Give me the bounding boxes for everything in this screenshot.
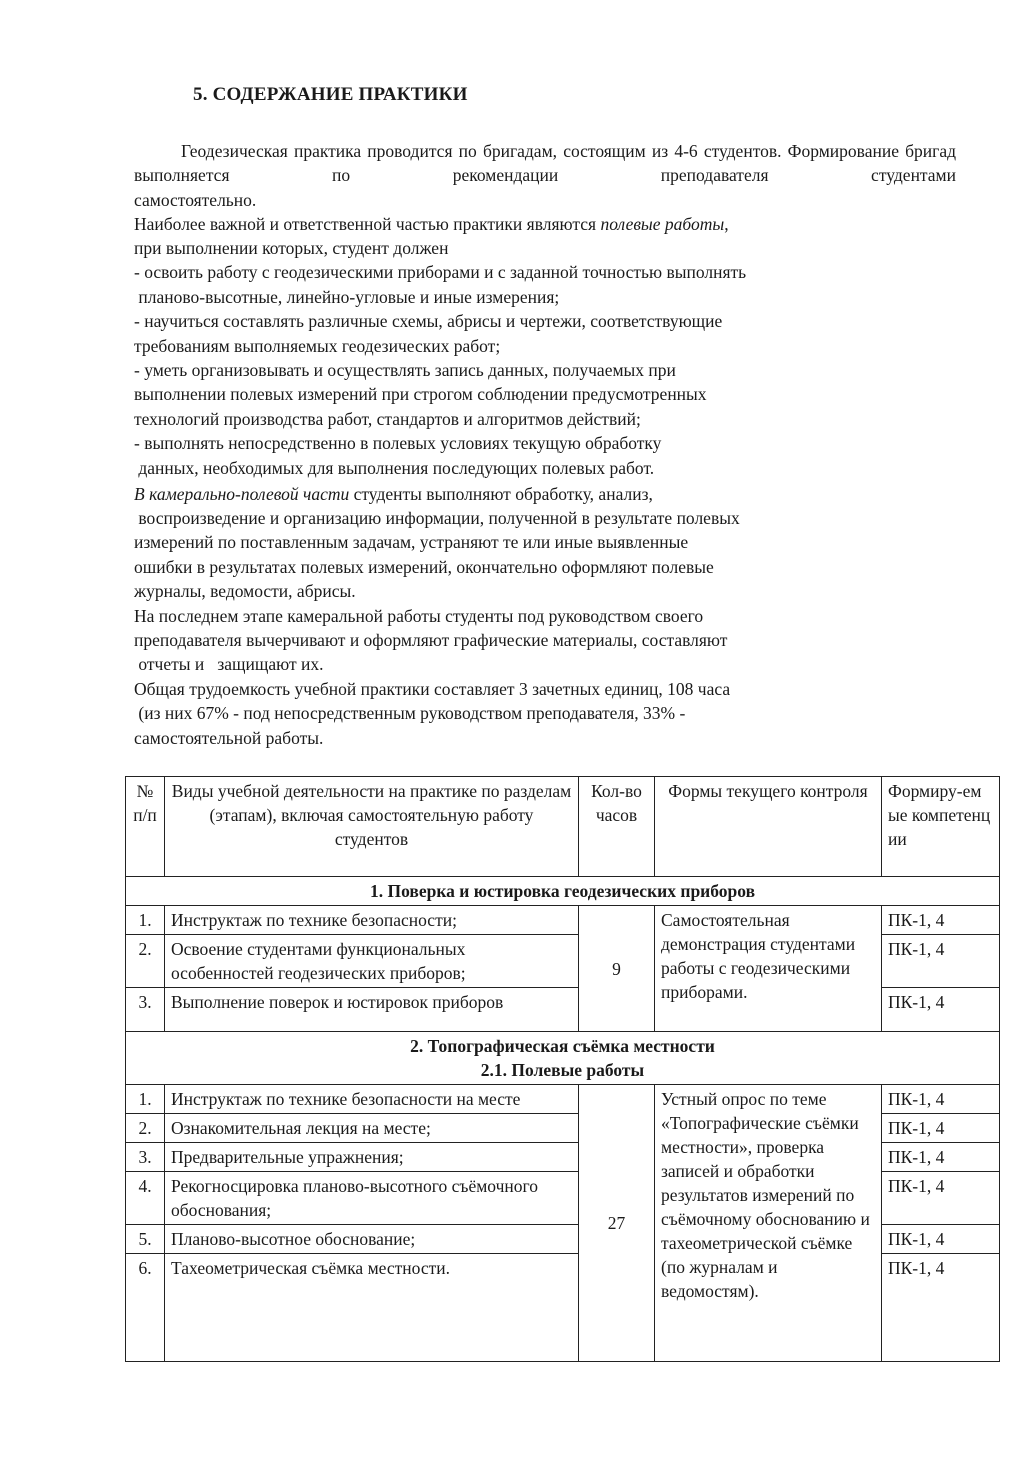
row-activity: Тахеометрическая съёмка местности. (165, 1254, 579, 1362)
row-competence: ПК-1, 4 (882, 906, 1000, 935)
row-competence: ПК-1, 4 (882, 1172, 1000, 1225)
text-line: ошибки в результатах полевых измерений, окончательно оформляют полевые (134, 556, 714, 577)
text-line: данных, необходимых для выполнения последующих полевых работ. (134, 457, 655, 478)
field-work-emphasis: полевые работы (600, 214, 725, 234)
field-work-lead (134, 212, 956, 236)
section-row (126, 877, 1000, 906)
text-line: - научиться составлять различные схемы, абрисы и чертежи, соответствующие (134, 311, 723, 332)
row-activity: Освоение студентами функциональных особенностей геодезических приборов; (165, 935, 579, 988)
row-activity: Инструктаж по технике безопасности на месте (165, 1085, 579, 1114)
header-competence: Формиру-емые компетенции (882, 777, 1000, 877)
header-num: № п/п (126, 777, 165, 877)
row-competence: ПК-1, 4 (882, 1143, 1000, 1172)
section-2-control: Устный опрос по теме «Топографические съёмки местности», проверка записей и обработки результатов измерений по съёмочному обоснованию и тахеометрической съёмке (по журналам и ведомостям). (655, 1085, 882, 1362)
row-activity: Ознакомительная лекция на месте; (165, 1114, 579, 1143)
section-1-hours: 9 (579, 906, 655, 1032)
text-line: журналы, ведомости, абрисы. (134, 581, 356, 602)
header-activity: Виды учебной деятельности на практике по разделам (этапам), включая самостоятельную работу студентов (165, 777, 579, 877)
intro-paragraph: Геодезическая практика проводится по бригадам, состоящим из 4-6 студентов. Формирование бригад выполняется по рекомендации преподавателя студентами (134, 141, 956, 186)
text-line: (из них 67% - под непосредственным руководством преподавателя, 33% - (134, 703, 686, 724)
header-hours: Кол-во часов (579, 777, 655, 877)
text-line: выполнении полевых измерений при строгом соблюдении предусмотренных (134, 384, 707, 405)
text-line: преподавателя вычерчивают и оформляют графические материалы, составляют (134, 630, 728, 651)
row-num: 6. (126, 1254, 165, 1362)
text-line: измерений по поставленным задачам, устраняют те или иные выявленные (134, 532, 689, 553)
section-1-control: Самостоятельная демонстрация студентами работы с геодезическими приборами. (655, 906, 882, 1032)
cameral-lead-tail: студенты выполняют обработку, анализ, (349, 484, 653, 504)
cameral-text (134, 506, 956, 750)
table-header-row (126, 777, 1000, 877)
row-activity: Планово-высотное обоснование; (165, 1225, 579, 1254)
row-activity: Рекогносцировка планово-высотного съёмочного обоснования; (165, 1172, 579, 1225)
row-activity: Выполнение поверок и юстировок приборов (165, 988, 579, 1032)
text-line: - освоить работу с геодезическими приборами и с заданной точностью выполнять (134, 262, 747, 283)
row-num: 5. (126, 1225, 165, 1254)
row-num: 1. (126, 906, 165, 935)
field-work-list (134, 236, 956, 480)
text-line: планово-высотные, линейно-угловые и иные измерения; (134, 286, 560, 307)
text-line: - уметь организовывать и осуществлять запись данных, получаемых при (134, 360, 676, 381)
field-work-lead-tail: , (724, 214, 729, 234)
row-num: 4. (126, 1172, 165, 1225)
table-row (126, 906, 1000, 935)
intro-paragraph-end: самостоятельно. (134, 190, 257, 210)
row-num: 1. (126, 1085, 165, 1114)
text-line: при выполнении которых, студент должен (134, 238, 449, 258)
row-num: 3. (126, 1143, 165, 1172)
row-competence: ПК-1, 4 (882, 1114, 1000, 1143)
practice-content-table (125, 776, 1000, 1362)
section-1-title: 1. Поверка и юстировка геодезических приборов (126, 877, 1000, 906)
text-line: На последнем этапе камеральной работы студенты под руководством своего (134, 605, 704, 626)
cameral-emphasis: В камерально-полевой части (134, 484, 350, 504)
row-activity: Инструктаж по технике безопасности; (165, 906, 579, 935)
row-num: 2. (126, 1114, 165, 1143)
row-competence: ПК-1, 4 (882, 1085, 1000, 1114)
text-line: самостоятельной работы. (134, 727, 324, 748)
row-num: 3. (126, 988, 165, 1032)
section-2-title (126, 1032, 1000, 1085)
field-work-lead-text: Наиболее важной и ответственной частью практики являются (134, 214, 601, 234)
row-competence: ПК-1, 4 (882, 1254, 1000, 1362)
text-line: отчеты и защищают их. (134, 654, 324, 675)
section-row (126, 1032, 1000, 1085)
table-row (126, 1085, 1000, 1114)
section-2-heading: 2. Топографическая съёмка местности (410, 1036, 715, 1056)
cameral-lead (134, 482, 956, 506)
row-num: 2. (126, 935, 165, 988)
text-line: Общая трудоемкость учебной практики составляет 3 зачетных единиц, 108 часа (134, 678, 731, 699)
text-line: технологий производства работ, стандартов и алгоритмов действий; (134, 408, 641, 429)
text-line: воспроизведение и организацию информации, полученной в результате полевых (134, 508, 740, 528)
section-2-hours: 27 (579, 1085, 655, 1362)
header-control: Формы текущего контроля (655, 777, 882, 877)
text-line: требованиям выполняемых геодезических работ; (134, 335, 501, 356)
row-competence: ПК-1, 4 (882, 935, 1000, 988)
text-line: - выполнять непосредственно в полевых условиях текущую обработку (134, 433, 662, 454)
section-2-subheading: 2.1. Полевые работы (480, 1060, 645, 1080)
row-activity: Предварительные упражнения; (165, 1143, 579, 1172)
row-competence: ПК-1, 4 (882, 1225, 1000, 1254)
row-competence: ПК-1, 4 (882, 988, 1000, 1032)
section-title: 5. СОДЕРЖАНИЕ ПРАКТИКИ (193, 84, 468, 105)
